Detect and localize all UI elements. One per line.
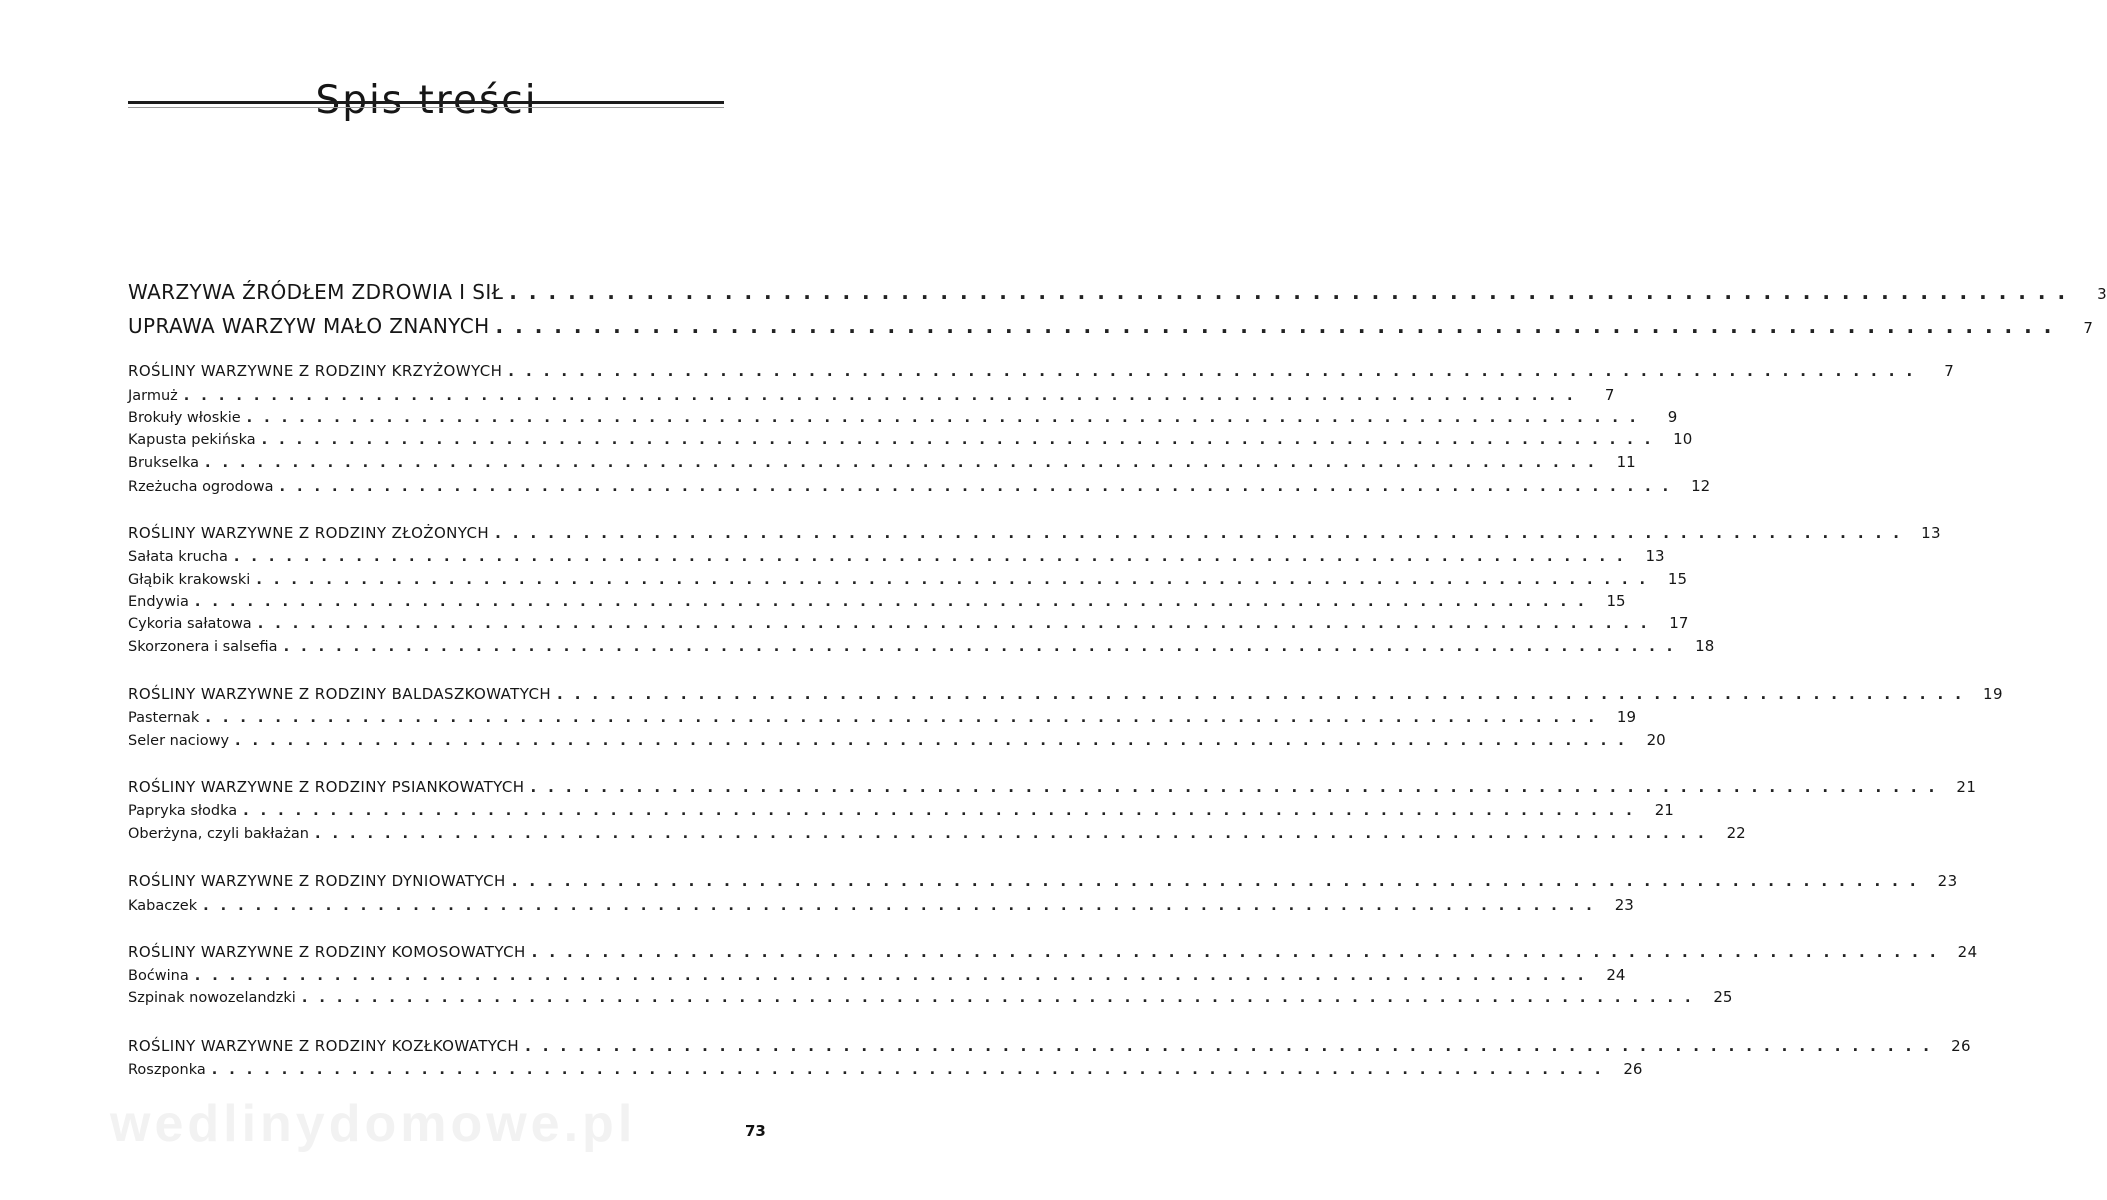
toc-entry-page: 22 — [1726, 824, 1746, 842]
dot-leader: ................................................................................ — [531, 943, 1948, 961]
toc-entry-page: 26 — [1623, 1060, 1643, 1078]
toc-entry — [128, 731, 1666, 755]
toc-entry-page: 7 — [1944, 362, 1955, 380]
toc-chapter — [128, 280, 2107, 304]
toc-entry-label: UPRAWA WARZYW MAŁO ZNANYCH — [128, 314, 490, 338]
toc-entry-label: ROŚLINY WARZYWNE Z RODZINY ZŁOŻONYCH — [128, 524, 490, 542]
toc-entry-label: ROŚLINY WARZYWNE Z RODZINY DYNIOWATYCH — [128, 872, 506, 890]
toc-entry-page: 19 — [1983, 685, 2003, 703]
toc-chapter — [128, 314, 2094, 338]
toc-entry — [128, 453, 1636, 477]
toc-entry-page: 7 — [2083, 319, 2094, 337]
toc-entry-page: 3 — [2097, 285, 2107, 303]
dot-leader: ................................................................................ — [279, 479, 1681, 495]
toc-entry-label: Szpinak nowozelandzki — [128, 990, 296, 1006]
title-rule-thin — [128, 107, 724, 108]
dot-leader: ................................................................................ — [183, 388, 1585, 404]
toc-entry — [128, 896, 1634, 920]
dot-leader: ................................................................................ — [243, 803, 1644, 819]
toc-entry-label: Skorzonera i salsefia — [128, 639, 278, 655]
dot-leader: ................................................................................ — [530, 778, 1947, 796]
dot-leader: ................................................................................ — [205, 710, 1606, 726]
watermark-text: wedlinydomowe.pl — [110, 1095, 637, 1153]
toc-entry-label: Endywia — [128, 594, 189, 610]
toc-entry-label: Sałata krucha — [128, 549, 228, 565]
toc-entry-page: 12 — [1691, 477, 1711, 495]
dot-leader: ................................................................................ — [194, 594, 1596, 610]
toc-entry-page: 7 — [1604, 386, 1615, 404]
dot-leader: ................................................................................ — [211, 1062, 1613, 1078]
toc-entry-page: 11 — [1616, 453, 1636, 471]
toc-entry — [128, 966, 1626, 990]
toc-entry-label: Kabaczek — [128, 898, 198, 914]
toc-entry-label: Roszponka — [128, 1062, 206, 1078]
dot-leader: ................................................................................ — [509, 280, 2078, 304]
toc-entry-label: Jarmuż — [128, 388, 178, 404]
toc-entry — [128, 1060, 1643, 1084]
toc-entry — [128, 592, 1626, 616]
toc-section — [128, 778, 1977, 802]
toc-entry-label: Kapusta pekińska — [128, 432, 256, 448]
toc-section — [128, 872, 1958, 896]
toc-entry-page: 23 — [1614, 896, 1634, 914]
page-number: 73 — [745, 1122, 766, 1140]
toc-entry-label: Cykoria sałatowa — [128, 616, 252, 632]
toc-entry-page: 9 — [1667, 408, 1678, 426]
dot-leader: ................................................................................ — [233, 549, 1635, 565]
toc-entry — [128, 408, 1678, 432]
toc-entry-page: 26 — [1951, 1037, 1971, 1055]
toc-entry-label: WARZYWA ŹRÓDŁEM ZDROWIA I SIŁ — [128, 280, 504, 304]
toc-entry-page: 17 — [1669, 614, 1689, 632]
toc-entry-page: 24 — [1957, 943, 1978, 961]
dot-leader: ................................................................................ — [525, 1037, 1941, 1055]
toc-entry — [128, 637, 1715, 661]
toc-entry-page: 21 — [1956, 778, 1977, 796]
dot-leader: ................................................................................ — [508, 362, 1925, 380]
toc-entry-page: 20 — [1646, 731, 1666, 749]
toc-entry-label: Brokuły włoskie — [128, 410, 241, 426]
toc-entry-page: 23 — [1937, 872, 1958, 890]
toc-entry-label: Rzeżucha ogrodowa — [128, 479, 274, 495]
dot-leader: ................................................................................ — [261, 432, 1663, 448]
dot-leader: ................................................................................ — [194, 968, 1596, 984]
toc-entry-page: 15 — [1667, 570, 1687, 588]
toc-entry — [128, 988, 1733, 1012]
toc-entry-label: Boćwina — [128, 968, 189, 984]
toc-entry-label: ROŚLINY WARZYWNE Z RODZINY KOZŁKOWATYCH — [128, 1037, 520, 1055]
toc-entry-page: 19 — [1616, 708, 1636, 726]
toc-entry-label: ROŚLINY WARZYWNE Z RODZINY KOMOSOWATYCH — [128, 943, 526, 961]
toc-entry — [128, 477, 1711, 501]
toc-entry-page: 24 — [1606, 966, 1626, 984]
toc-entry-page: 15 — [1606, 592, 1626, 610]
toc-entry-page: 13 — [1921, 524, 1941, 542]
toc-section — [128, 1037, 1971, 1061]
toc-entry — [128, 708, 1636, 732]
toc-entry — [128, 801, 1674, 825]
dot-leader: ................................................................................ — [301, 990, 1703, 1006]
title-rule — [128, 101, 724, 104]
toc-entry-label: ROŚLINY WARZYWNE Z RODZINY PSIANKOWATYCH — [128, 778, 525, 796]
toc-entry — [128, 824, 1746, 848]
toc-entry-label: Głąbik krakowski — [128, 572, 251, 588]
dot-leader: ................................................................................ — [495, 314, 2064, 338]
dot-leader: ................................................................................ — [203, 898, 1604, 914]
dot-leader: ................................................................................ — [256, 572, 1657, 588]
dot-leader: ................................................................................ — [257, 616, 1659, 632]
dot-leader: ................................................................................ — [315, 826, 1716, 842]
toc-entry-label: Brukselka — [128, 455, 200, 471]
toc-entry-label: Pasternak — [128, 710, 200, 726]
dot-leader: ................................................................................ — [235, 733, 1636, 749]
toc-entry-page: 18 — [1695, 637, 1715, 655]
toc-section — [128, 362, 1955, 386]
toc-entry — [128, 430, 1693, 454]
toc-section — [128, 685, 2003, 709]
toc-entry — [128, 386, 1615, 410]
dot-leader: ................................................................................ — [557, 685, 1973, 703]
dot-leader: ................................................................................ — [246, 410, 1648, 426]
toc-entry-label: Papryka słodka — [128, 803, 238, 819]
toc-entry-label: Seler naciowy — [128, 733, 230, 749]
toc-entry — [128, 547, 1665, 571]
toc-entry-page: 21 — [1654, 801, 1674, 819]
dot-leader: ................................................................................ — [495, 524, 1911, 542]
toc-entry — [128, 614, 1689, 638]
dot-leader: ................................................................................ — [511, 872, 1928, 890]
toc-section — [128, 943, 1978, 967]
toc-entry-label: ROŚLINY WARZYWNE Z RODZINY BALDASZKOWATYCH — [128, 685, 552, 703]
toc-section — [128, 524, 1941, 548]
dot-leader: ................................................................................ — [283, 639, 1685, 655]
toc-entry-page: 10 — [1673, 430, 1693, 448]
toc-entry-label: Oberżyna, czyli bakłażan — [128, 826, 309, 842]
dot-leader: ................................................................................ — [205, 455, 1606, 471]
toc-entry — [128, 570, 1687, 594]
toc-entry-page: 13 — [1645, 547, 1665, 565]
toc-entry-label: ROŚLINY WARZYWNE Z RODZINY KRZYŻOWYCH — [128, 362, 503, 380]
toc-entry-page: 25 — [1713, 988, 1733, 1006]
